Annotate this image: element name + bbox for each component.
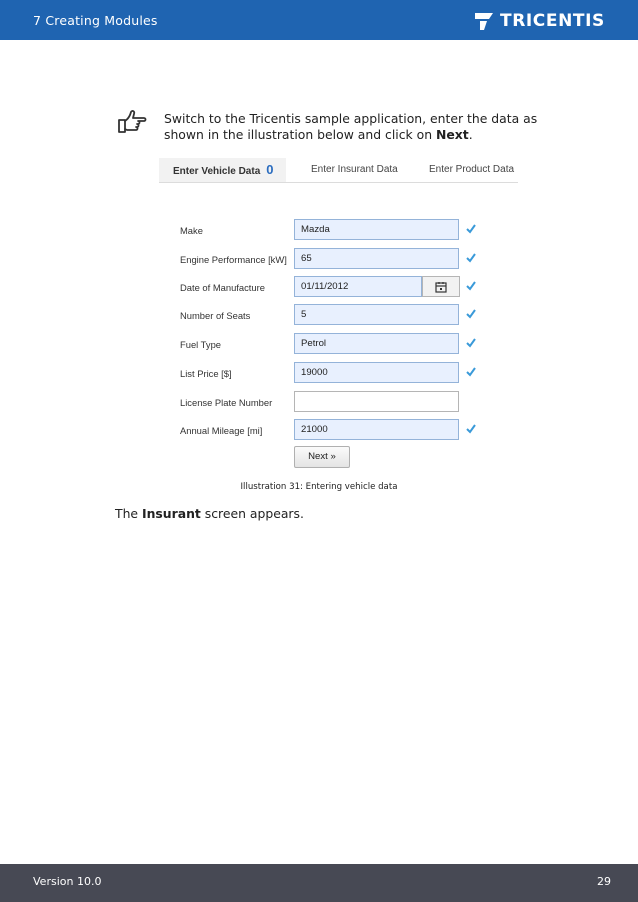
- checkmark-icon: [466, 253, 476, 263]
- annual-mileage-label: Annual Mileage [mi]: [180, 425, 263, 436]
- make-field[interactable]: Mazda: [294, 219, 459, 240]
- fuel-type-label: Fuel Type: [180, 339, 221, 350]
- make-label: Make: [180, 225, 203, 236]
- tab-enter-product-data[interactable]: [429, 158, 514, 182]
- annual-mileage-field[interactable]: 21000: [294, 419, 459, 440]
- license-plate-field[interactable]: [294, 391, 459, 412]
- license-plate-label: License Plate Number: [180, 397, 273, 408]
- date-of-manufacture-label: Date of Manufacture: [180, 282, 265, 293]
- calendar-button[interactable]: [422, 276, 460, 297]
- tab-label: Enter Insurant Data: [311, 164, 398, 175]
- engine-performance-label: Engine Performance [kW]: [180, 254, 287, 265]
- number-of-seats-field[interactable]: 5: [294, 304, 459, 325]
- tab-enter-insurant-data[interactable]: [311, 158, 398, 182]
- logo-text: TRICENTIS: [500, 11, 605, 31]
- next-button[interactable]: Next »: [294, 446, 350, 468]
- tab-enter-vehicle-data[interactable]: [159, 158, 286, 182]
- instruction-after: .: [468, 126, 473, 142]
- instruction-before: Switch to the Tricentis sample application, enter the data as shown in the illustration below and click on: [164, 111, 538, 142]
- number-of-seats-label: Number of Seats: [180, 310, 251, 321]
- tricentis-logo: [474, 10, 605, 32]
- checkmark-icon: [466, 281, 476, 291]
- list-price-field[interactable]: 19000: [294, 362, 459, 383]
- date-of-manufacture-field[interactable]: 01/11/2012: [294, 276, 422, 297]
- checkmark-icon: [466, 367, 476, 377]
- illustration-caption: Illustration 31: Entering vehicle data: [240, 482, 398, 492]
- instruction-next-emphasis: Next: [436, 126, 469, 142]
- engine-performance-field[interactable]: 65: [294, 248, 459, 269]
- page-footer: [0, 864, 638, 902]
- fuel-type-field[interactable]: Petrol: [294, 333, 459, 354]
- tab-count-badge: 0: [266, 162, 274, 177]
- instruction-text: [164, 111, 564, 142]
- page-number: 29: [597, 875, 611, 888]
- pointing-hand-icon: [117, 109, 147, 135]
- result-before: The: [115, 506, 142, 521]
- vehicle-data-illustration: [159, 158, 518, 473]
- result-text: [115, 506, 304, 521]
- calendar-icon: [435, 281, 447, 293]
- result-after: screen appears.: [200, 506, 304, 521]
- tab-label: Enter Product Data: [429, 164, 515, 175]
- checkmark-icon: [466, 224, 476, 234]
- tab-bar: [159, 158, 518, 183]
- list-price-label: List Price [$]: [180, 368, 232, 379]
- checkmark-icon: [466, 309, 476, 319]
- page-header: [0, 0, 638, 40]
- checkmark-icon: [466, 338, 476, 348]
- checkmark-icon: [466, 424, 476, 434]
- chapter-title: 7 Creating Modules: [33, 13, 158, 28]
- result-insurant-emphasis: Insurant: [141, 506, 201, 521]
- version-label: Version 10.0: [33, 875, 102, 888]
- tab-label: Enter Vehicle Data: [173, 166, 261, 177]
- tricentis-logo-icon: [474, 10, 496, 32]
